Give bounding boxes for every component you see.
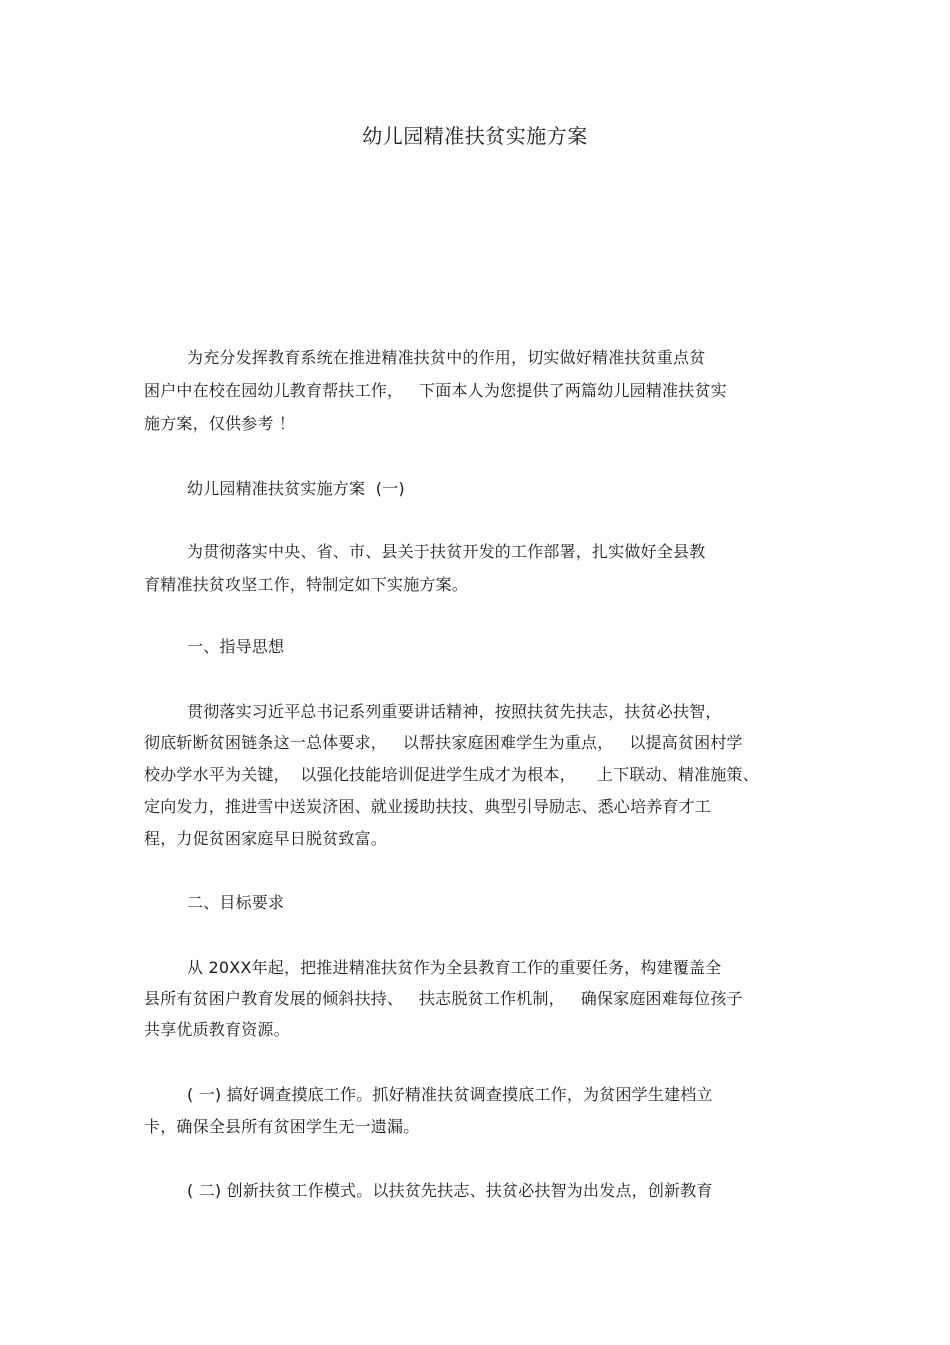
paragraph-line: 程，力促贫困家庭早日脱贫致富。 — [144, 829, 388, 848]
paragraph-line: 从 20XX年起，把推进精准扶贫作为全县教育工作的重要任务，构建覆盖全 — [187, 958, 722, 977]
section-heading: 二、目标要求 — [187, 893, 285, 912]
paragraph-line: 为充分发挥教育系统在推进精准扶贫中的作用，切实做好精准扶贫重点贫 — [187, 348, 706, 367]
section-heading: 一、指导思想 — [187, 637, 285, 656]
paragraph-line: 卡，确保全县所有贫困学生无一遗漏。 — [144, 1117, 420, 1136]
paragraph-line: 定向发力，推进雪中送炭济困、就业援助扶技、典型引导励志、悉心培养育才工 — [144, 797, 712, 816]
paragraph-line: 为贯彻落实中央、省、市、县关于扶贫开发的工作部署，扎实做好全县教 — [187, 542, 706, 561]
paragraph-line: ( 二) 创新扶贫工作模式。以扶贫先扶志、扶贫必扶智为出发点，创新教育 — [187, 1181, 713, 1200]
document-title: 幼儿园精准扶贫实施方案 — [362, 124, 588, 148]
paragraph-line: 县所有贫困户教育发展的倾斜扶持、 扶志脱贫工作机制， 确保家庭困难每位孩子 — [144, 989, 743, 1008]
paragraph-line: 共享优质教育资源。 — [144, 1020, 290, 1039]
paragraph-line: ( 一) 搞好调查摸底工作。抓好精准扶贫调查摸底工作，为贫困学生建档立 — [187, 1085, 713, 1104]
paragraph-line: 育精准扶贫攻坚工作，特制定如下实施方案。 — [144, 575, 469, 594]
paragraph-line: 贯彻落实习近平总书记系列重要讲话精神，按照扶贫先扶志，扶贫必扶智， — [187, 702, 722, 721]
paragraph-line: 困户中在校在园幼儿教育帮扶工作， 下面本人为您提供了两篇幼儿园精准扶贫实 — [144, 381, 727, 400]
paragraph-line: 彻底斩断贫困链条这一总体要求， 以帮扶家庭困难学生为重点， 以提高贫困村学 — [144, 733, 743, 752]
section-heading: 幼儿园精准扶贫实施方案 (一) — [187, 479, 405, 498]
paragraph-line: 施方案，仅供参考 ！ — [144, 414, 296, 433]
paragraph-line: 校办学水平为关键， 以强化技能培训促进学生成才为根本， 上下联动、精准施策、 — [144, 765, 759, 784]
